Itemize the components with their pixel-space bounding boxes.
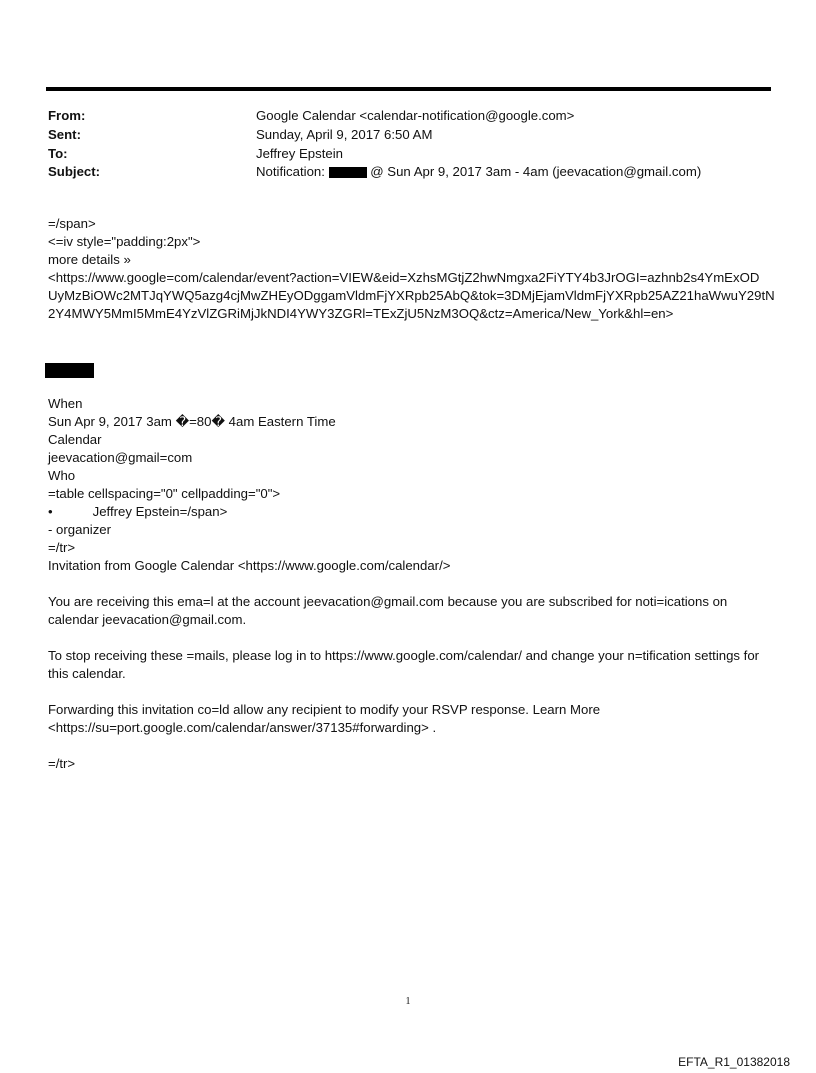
calendar-value: jeevacation@gmail=com bbox=[48, 450, 193, 465]
calendar-label: Calendar bbox=[48, 432, 102, 447]
who-label: Who bbox=[48, 468, 76, 483]
when-label: When bbox=[48, 396, 83, 411]
more-details-link[interactable]: more details » bbox=[48, 252, 131, 267]
invitation-line[interactable]: Invitation from Google Calendar <https://www.google.com/calendar/> bbox=[48, 558, 451, 573]
from-value: Google Calendar <calendar-notification@google.com> bbox=[256, 108, 575, 123]
learn-more-link[interactable]: <https://su=port.google.com/calendar/answer/37135#forwarding> . bbox=[48, 720, 437, 735]
sent-value: Sunday, April 9, 2017 6:50 AM bbox=[256, 127, 433, 142]
bates-number: EFTA_R1_01382018 bbox=[678, 1055, 790, 1069]
attendee-item bbox=[48, 503, 227, 521]
page-number: 1 bbox=[405, 996, 411, 1007]
subject-value bbox=[256, 163, 701, 182]
body-line: =/span> bbox=[48, 216, 96, 231]
subject-prefix: Notification: bbox=[256, 164, 329, 179]
body-line: <=iv style="padding:2px"> bbox=[48, 234, 201, 249]
event-url-line[interactable]: UyMzBiOWc2MTJqYWQ5azg4cjMwZHEyODggamVldmFjYXRpb25AbQ&tok=3DMjEjamVldmFjYXRpb25AZ21haWwuY29tN bbox=[48, 288, 775, 303]
body-line: =table cellspacing="0" cellpadding="0"> bbox=[48, 486, 281, 501]
redaction-box bbox=[329, 167, 367, 178]
attendee-name: Jeffrey Epstein=/span> bbox=[92, 504, 228, 519]
subject-suffix: @ Sun Apr 9, 2017 3am - 4am (jeevacation@gmail.com) bbox=[366, 164, 702, 179]
when-value: Sun Apr 9, 2017 3am �=80� 4am Eastern Time bbox=[48, 414, 336, 429]
header-rule bbox=[46, 87, 771, 91]
subject-label: Subject: bbox=[48, 164, 101, 179]
organizer-label: - organizer bbox=[48, 522, 112, 537]
event-url-line[interactable]: <https://www.google=com/calendar/event?action=VIEW&eid=XzhsMGtjZ2hwNmgxa2FiYTY4b3JrOGI=azhnb2s4YmExOD bbox=[48, 270, 760, 285]
sent-label: Sent: bbox=[48, 127, 81, 142]
bullet: • bbox=[48, 504, 53, 519]
from-label: From: bbox=[48, 108, 86, 123]
forwarding-line: Forwarding this invitation co=ld allow any recipient to modify your RSVP response. Learn More bbox=[48, 702, 601, 717]
event-url-line[interactable]: 2Y4MWY5MmI5MmE4YzVlZGRiMjJkNDI4YWY3ZGRl=TExZjU5NzM3OQ&ctz=America/New_York&hl=en> bbox=[48, 306, 674, 321]
body-line: =/tr> bbox=[48, 756, 76, 771]
body-line: =/tr> bbox=[48, 540, 76, 555]
to-label: To: bbox=[48, 146, 68, 161]
redaction-box bbox=[45, 363, 94, 378]
to-value: Jeffrey Epstein bbox=[256, 146, 343, 161]
unsubscribe-paragraph: To stop receiving these =mails, please log in to https://www.google.com/calendar/ and change your n=tification settings for this calendar. bbox=[48, 648, 760, 681]
notice-paragraph: You are receiving this ema=l at the account jeevacation@gmail.com because you are subscribed for noti=ications on calendar jeevacation@gmail.com. bbox=[48, 594, 728, 627]
